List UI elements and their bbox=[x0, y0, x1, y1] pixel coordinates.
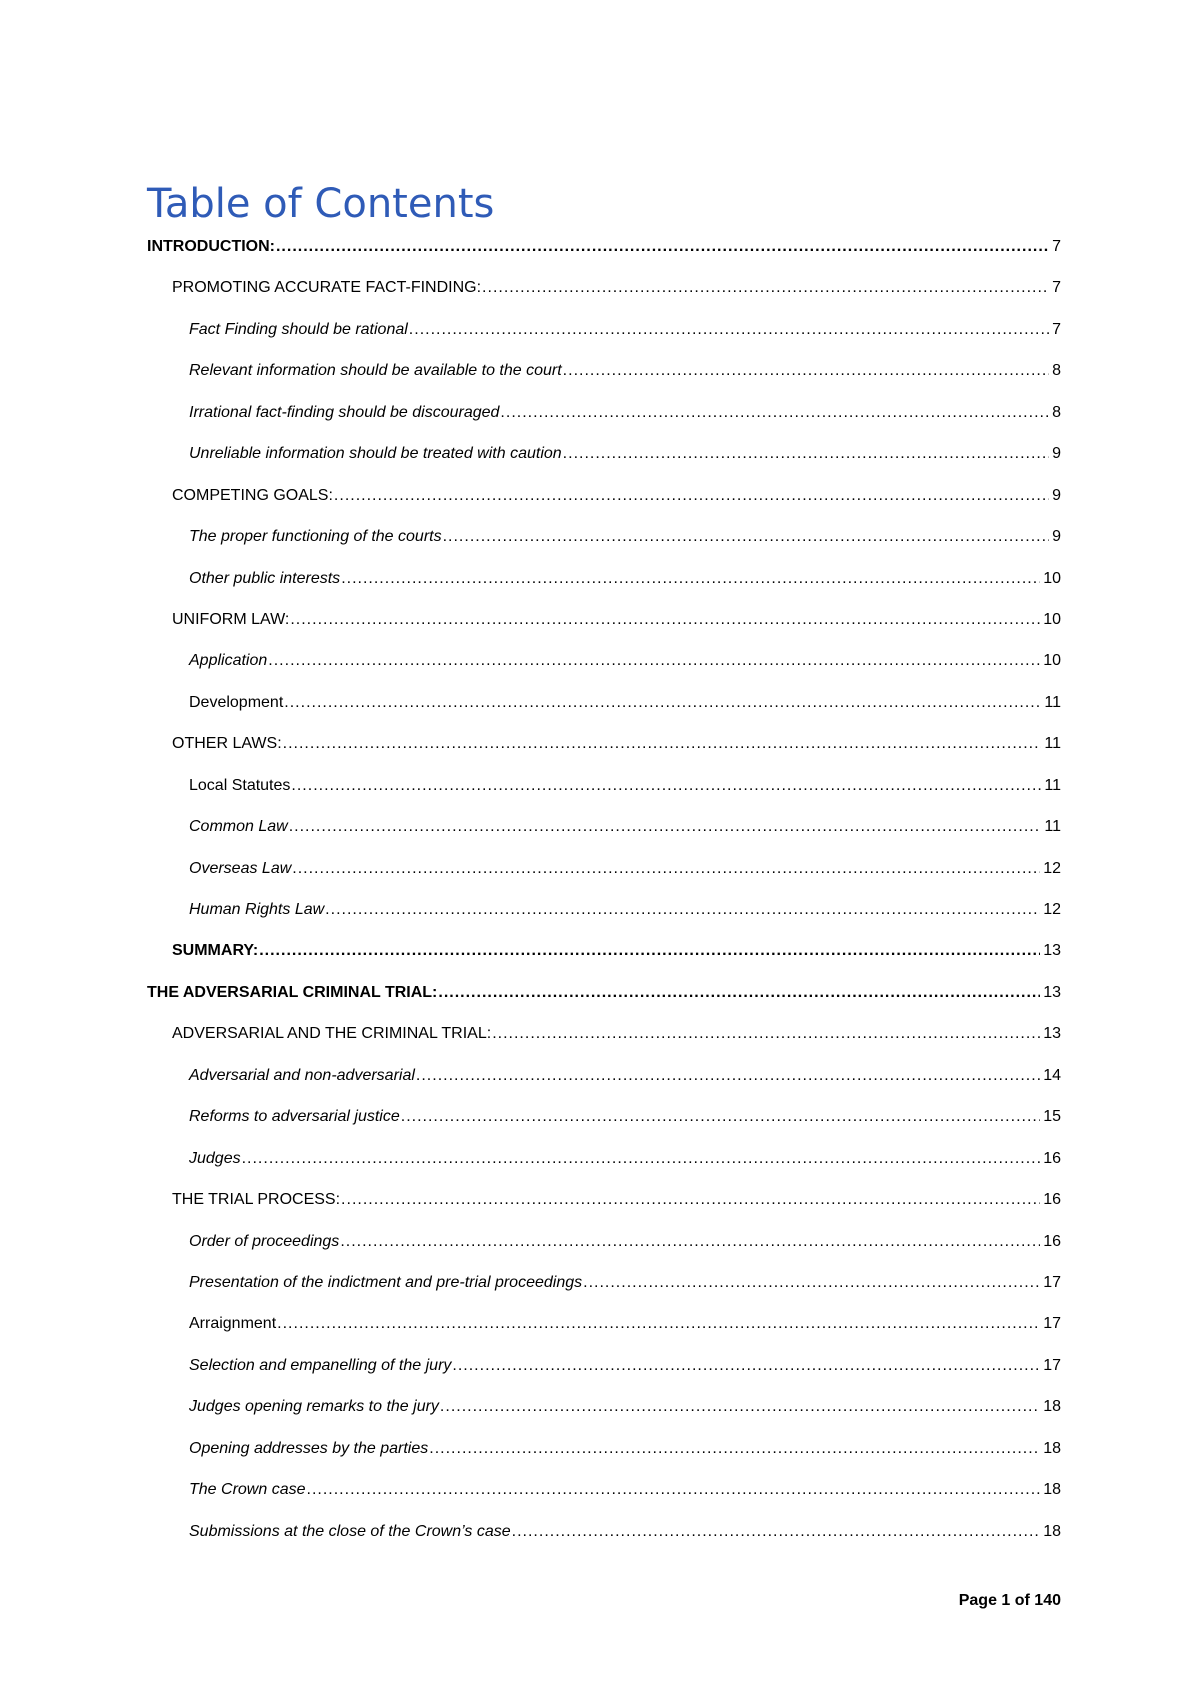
toc-entry[interactable] bbox=[0, 723, 1200, 764]
toc-entry-label: OTHER LAWS: bbox=[172, 735, 282, 753]
toc-entry[interactable] bbox=[0, 1386, 1200, 1427]
toc-entry-label: Irrational fact-finding should be discouraged bbox=[189, 403, 500, 421]
toc-entry-page-number: 9 bbox=[1052, 528, 1061, 546]
toc-entry-label: Reforms to adversarial justice bbox=[189, 1108, 400, 1126]
dot-leader bbox=[401, 1096, 1040, 1137]
table-of-contents bbox=[0, 226, 1200, 1552]
toc-entry-label: PROMOTING ACCURATE FACT-FINDING: bbox=[172, 279, 482, 297]
dot-leader bbox=[440, 1386, 1040, 1427]
toc-entry-page-number: 11 bbox=[1044, 776, 1061, 794]
dot-leader bbox=[482, 267, 1049, 308]
toc-entry-label: Relevant information should be available to the court bbox=[189, 362, 562, 380]
toc-entry-label: Other public interests bbox=[189, 569, 341, 587]
toc-entry[interactable] bbox=[0, 1428, 1200, 1469]
dot-leader bbox=[259, 930, 1040, 971]
dot-leader bbox=[307, 1469, 1041, 1510]
toc-entry[interactable] bbox=[0, 1262, 1200, 1303]
toc-entry[interactable] bbox=[0, 267, 1200, 308]
toc-entry-page-number: 13 bbox=[1043, 983, 1061, 1001]
dot-leader bbox=[341, 1179, 1040, 1220]
toc-entry-label: COMPETING GOALS: bbox=[172, 486, 333, 504]
toc-entry[interactable] bbox=[0, 475, 1200, 516]
dot-leader bbox=[283, 723, 1042, 764]
toc-entry[interactable] bbox=[0, 1138, 1200, 1179]
toc-entry[interactable] bbox=[0, 309, 1200, 350]
toc-entry[interactable] bbox=[0, 350, 1200, 391]
toc-entry[interactable] bbox=[0, 1221, 1200, 1262]
toc-entry[interactable] bbox=[0, 972, 1200, 1013]
toc-entry-label: ADVERSARIAL AND THE CRIMINAL TRIAL: bbox=[172, 1025, 492, 1043]
dot-leader bbox=[284, 682, 1041, 723]
dot-leader bbox=[492, 1013, 1040, 1054]
toc-entry-label: Development bbox=[189, 693, 284, 711]
dot-leader bbox=[563, 433, 1049, 474]
toc-entry-page-number: 9 bbox=[1052, 486, 1061, 504]
toc-entry-label: Unreliable information should be treated with caution bbox=[189, 445, 562, 463]
dot-leader bbox=[276, 226, 1049, 267]
dot-leader bbox=[292, 848, 1040, 889]
toc-entry-page-number: 11 bbox=[1044, 735, 1061, 753]
toc-entry-label: The proper functioning of the courts bbox=[189, 528, 442, 546]
toc-entry-page-number: 16 bbox=[1043, 1232, 1061, 1250]
toc-entry[interactable] bbox=[0, 682, 1200, 723]
toc-entry-page-number: 8 bbox=[1052, 362, 1061, 380]
toc-entry-page-number: 14 bbox=[1043, 1066, 1061, 1084]
dot-leader bbox=[290, 599, 1040, 640]
toc-entry-page-number: 17 bbox=[1043, 1356, 1061, 1374]
toc-entry-page-number: 18 bbox=[1043, 1398, 1061, 1416]
dot-leader bbox=[429, 1428, 1040, 1469]
toc-entry-label: Application bbox=[189, 652, 268, 670]
dot-leader bbox=[289, 806, 1042, 847]
toc-entry-label: Presentation of the indictment and pre-trial proceedings bbox=[189, 1273, 583, 1291]
dot-leader bbox=[443, 516, 1050, 557]
toc-entry[interactable] bbox=[0, 1096, 1200, 1137]
toc-entry[interactable] bbox=[0, 640, 1200, 681]
toc-entry-label: Selection and empanelling of the jury bbox=[189, 1356, 452, 1374]
toc-entry[interactable] bbox=[0, 848, 1200, 889]
toc-entry-page-number: 11 bbox=[1044, 693, 1061, 711]
toc-entry-page-number: 18 bbox=[1043, 1481, 1061, 1499]
page-title: Table of Contents bbox=[147, 181, 495, 227]
toc-entry-label: UNIFORM LAW: bbox=[172, 610, 290, 628]
toc-entry-page-number: 9 bbox=[1052, 445, 1061, 463]
toc-entry-label: SUMMARY: bbox=[172, 942, 259, 960]
dot-leader bbox=[291, 765, 1041, 806]
dot-leader bbox=[500, 392, 1049, 433]
toc-entry-page-number: 11 bbox=[1044, 818, 1061, 836]
page-number-footer: Page 1 of 140 bbox=[958, 1592, 1061, 1609]
toc-entry[interactable] bbox=[0, 392, 1200, 433]
toc-entry-page-number: 10 bbox=[1043, 652, 1061, 670]
dot-leader bbox=[268, 640, 1040, 681]
toc-entry-page-number: 10 bbox=[1043, 569, 1061, 587]
toc-entry-page-number: 17 bbox=[1043, 1273, 1061, 1291]
dot-leader bbox=[438, 972, 1040, 1013]
toc-entry-label: Judges opening remarks to the jury bbox=[189, 1398, 439, 1416]
toc-entry-page-number: 7 bbox=[1052, 320, 1061, 338]
toc-entry-label: Order of proceedings bbox=[189, 1232, 340, 1250]
toc-entry[interactable] bbox=[0, 1055, 1200, 1096]
dot-leader bbox=[341, 558, 1040, 599]
toc-entry[interactable] bbox=[0, 1303, 1200, 1344]
toc-entry-page-number: 13 bbox=[1043, 942, 1061, 960]
toc-entry[interactable] bbox=[0, 1013, 1200, 1054]
toc-entry-label: INTRODUCTION: bbox=[147, 238, 275, 255]
toc-entry-label: Judges bbox=[189, 1149, 241, 1167]
toc-entry[interactable] bbox=[0, 1469, 1200, 1510]
toc-entry-page-number: 18 bbox=[1043, 1439, 1061, 1457]
toc-entry-label: Opening addresses by the parties bbox=[189, 1439, 429, 1457]
dot-leader bbox=[409, 309, 1049, 350]
dot-leader bbox=[277, 1303, 1040, 1344]
toc-entry[interactable] bbox=[0, 806, 1200, 847]
dot-leader bbox=[334, 475, 1049, 516]
toc-entry[interactable] bbox=[0, 765, 1200, 806]
toc-entry-label: Submissions at the close of the Crown’s case bbox=[189, 1522, 511, 1540]
toc-entry-label: Overseas Law bbox=[189, 859, 292, 877]
toc-entry-label: THE TRIAL PROCESS: bbox=[172, 1191, 341, 1209]
toc-entry-page-number: 15 bbox=[1043, 1108, 1061, 1126]
dot-leader bbox=[340, 1221, 1040, 1262]
toc-entry-label: Common Law bbox=[189, 818, 288, 836]
dot-leader bbox=[242, 1138, 1041, 1179]
toc-entry[interactable] bbox=[0, 599, 1200, 640]
dot-leader bbox=[512, 1511, 1041, 1552]
toc-entry[interactable] bbox=[0, 1179, 1200, 1220]
toc-entry-page-number: 7 bbox=[1052, 238, 1061, 255]
toc-entry[interactable] bbox=[0, 1345, 1200, 1386]
toc-entry-label: Adversarial and non-adversarial bbox=[189, 1066, 415, 1084]
toc-entry-page-number: 16 bbox=[1043, 1191, 1061, 1209]
toc-entry-page-number: 12 bbox=[1043, 901, 1061, 918]
toc-entry-label: Fact Finding should be rational bbox=[189, 320, 408, 338]
toc-entry-page-number: 18 bbox=[1043, 1522, 1061, 1540]
toc-entry[interactable] bbox=[0, 930, 1200, 971]
toc-entry-label: Human Rights Law bbox=[189, 901, 325, 918]
toc-entry-page-number: 13 bbox=[1043, 1025, 1061, 1043]
toc-entry-label: Local Statutes bbox=[189, 776, 291, 794]
toc-entry-label: THE ADVERSARIAL CRIMINAL TRIAL: bbox=[147, 983, 438, 1001]
toc-entry[interactable] bbox=[0, 226, 1200, 267]
toc-entry-page-number: 12 bbox=[1043, 859, 1061, 877]
toc-entry-label: Arraignment bbox=[189, 1315, 277, 1333]
toc-entry-page-number: 17 bbox=[1043, 1315, 1061, 1333]
toc-entry-label: The Crown case bbox=[189, 1481, 306, 1499]
dot-leader bbox=[416, 1055, 1040, 1096]
dot-leader bbox=[325, 889, 1040, 930]
toc-entry-page-number: 10 bbox=[1043, 610, 1061, 628]
toc-entry[interactable] bbox=[0, 433, 1200, 474]
dot-leader bbox=[452, 1345, 1040, 1386]
toc-entry-page-number: 8 bbox=[1052, 403, 1061, 421]
toc-entry[interactable] bbox=[0, 516, 1200, 557]
toc-entry[interactable] bbox=[0, 1511, 1200, 1552]
toc-entry[interactable] bbox=[0, 889, 1200, 930]
dot-leader bbox=[563, 350, 1049, 391]
toc-entry-page-number: 16 bbox=[1043, 1149, 1061, 1167]
dot-leader bbox=[583, 1262, 1040, 1303]
toc-entry-page-number: 7 bbox=[1052, 279, 1061, 297]
toc-entry[interactable] bbox=[0, 558, 1200, 599]
